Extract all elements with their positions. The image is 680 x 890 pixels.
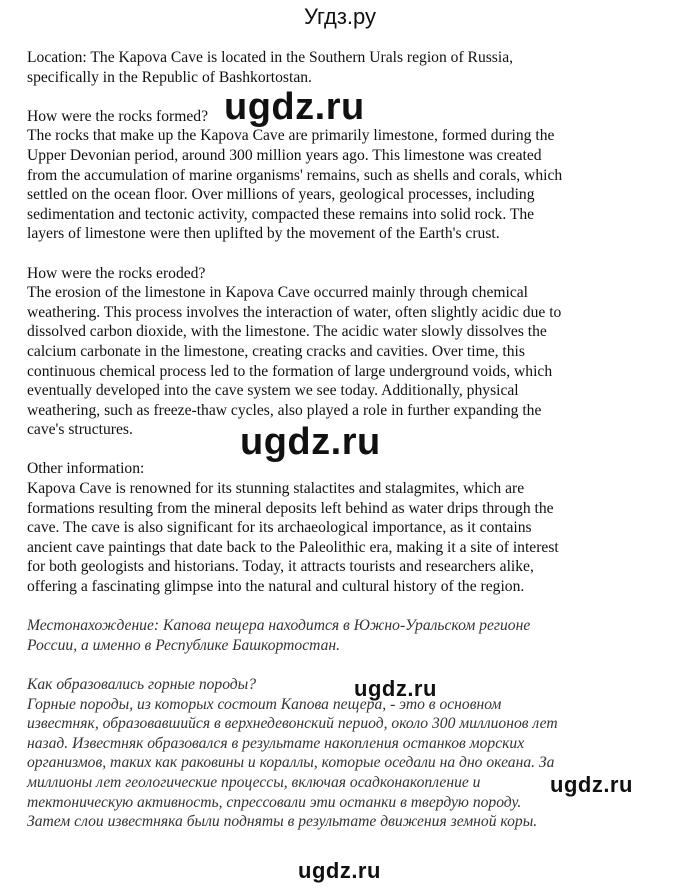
text-line: for both geologists and historians. Today, it attracts tourists and researchers alike,	[27, 558, 534, 576]
text-line: settled on the ocean floor. Over millions of years, geological processes, including	[27, 186, 535, 204]
text-line: weathering, such as freeze-thaw cycles, also played a role in further expanding the	[27, 401, 542, 419]
text-line: continuous chemical process led to the formation of large underground voids, which	[27, 362, 553, 380]
section-heading: How were the rocks eroded?	[27, 264, 206, 282]
watermark: ugdz.ru	[298, 858, 381, 883]
watermark: ugdz.ru	[550, 772, 633, 797]
text-line: Location: The Kapova Cave is located in the Southern Urals region of Russia,	[27, 49, 514, 66]
text-line: The rocks that make up the Kapova Cave are primarily limestone, formed during the	[27, 127, 555, 145]
en-location-paragraph	[27, 48, 653, 87]
text-line: известняк, образовавшийся в верхнедевонский период, около 300 миллионов лет	[27, 715, 558, 733]
text-line: formations resulting from the mineral deposits left behind as water drips through the	[27, 499, 554, 517]
en-eroded-paragraph	[27, 264, 653, 440]
text-line: weathering. This process involves the interaction of water, often slightly acidic due to	[27, 303, 562, 321]
text-line: ancient cave paintings that date back to the Paleolithic era, making it a site of interest	[27, 538, 559, 556]
text-line: Горные породы, из которых состоит Капова пещера, - это в основном	[27, 695, 502, 713]
ru-formed-paragraph	[27, 675, 653, 832]
text-line: specifically in the Republic of Bashkortostan.	[27, 68, 312, 86]
text-line: Затем слои известняка были подняты в результате движения земной коры.	[27, 813, 538, 831]
text-line: России, а именно в Республике Башкортостан.	[27, 636, 341, 654]
text-line: Upper Devonian period, around 300 million years ago. This limestone was created	[27, 146, 542, 164]
text-line: Kapova Cave is renowned for its stunning stalactites and stalagmites, which are	[27, 480, 525, 498]
text-line: миллионы лет геологические процессы, включая осадконакопление и	[27, 773, 481, 791]
text-line: dissolved carbon dioxide, with the limestone. The acidic water slowly dissolves the	[27, 323, 547, 341]
watermark: ugdz.ru	[354, 676, 437, 701]
text-line: sedimentation and tectonic activity, compacted these remains into solid rock. The	[27, 205, 535, 223]
ru-location-paragraph	[27, 616, 653, 655]
text-line: cave's structures.	[27, 421, 133, 439]
site-title: Угдз.ру	[303, 4, 377, 29]
en-other-paragraph	[27, 459, 653, 596]
text-line: The erosion of the limestone in Kapova Cave occurred mainly through chemical	[27, 284, 529, 302]
section-heading: How were the rocks formed?	[27, 107, 208, 125]
text-line: назад. Известняк образовался в результате накопления останков морских	[27, 734, 525, 752]
text-line: cave. The cave is also significant for its archaeological importance, as it contains	[27, 519, 532, 537]
text-line: Местонахождение: Капова пещера находится в Южно-Уральском регионе	[27, 617, 531, 635]
section-heading: Как образовались горные породы?	[27, 676, 257, 693]
paragraph-gap	[27, 244, 653, 264]
text-line: организмов, таких как раковины и кораллы, которые оседали на дно океана. За	[27, 754, 555, 772]
text-line: offering a fascinating glimpse into the natural and cultural history of the region.	[27, 578, 525, 596]
text-line: тектоническую активность, спрессовали эти останки в твердую породу.	[27, 793, 522, 811]
watermark: ugdz.ru	[240, 421, 381, 463]
text-line: calcium carbonate in the limestone, creating cracks and cavities. Over time, this	[27, 342, 525, 360]
text-line: from the accumulation of marine organisms' remains, such as shells and corals, which	[27, 166, 563, 184]
paragraph-gap	[27, 655, 653, 675]
text-line: eventually developed into the cave system we see today. Additionally, physical	[27, 382, 519, 400]
text-line: layers of limestone were then uplifted by the movement of the Earth's crust.	[27, 225, 500, 243]
paragraph-gap	[27, 597, 653, 617]
watermark: ugdz.ru	[224, 86, 365, 128]
section-heading: Other information:	[27, 460, 145, 478]
